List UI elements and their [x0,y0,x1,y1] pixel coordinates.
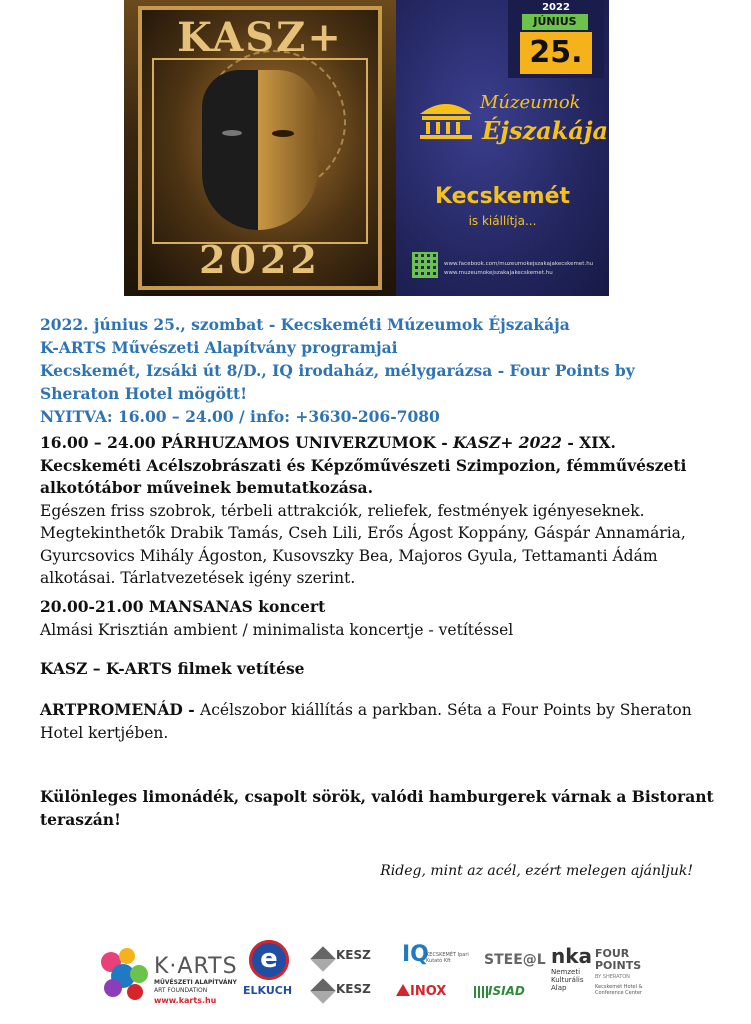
motto: Rideg, mint az acél, ezért melegen ajánljuk! [380,863,693,879]
qr-code-icon [412,252,438,278]
karts-subtitle: MŰVÉSZETI ALAPÍTVÁNY [154,979,237,986]
date-day: 25. [520,32,592,74]
date-badge [508,0,604,78]
museum-night-title-line2: Éjszakája [482,116,609,145]
program-title: 16.00 – 24.00 PÁRHUZAMOS UNIVERZUMOK - KASZ+ 2022 - XIX. Kecskeméti Acélszobrászati és Képzőművészeti Szimpozion, fémművészeti alkotótábor műveinek bemutatkozása. [40,433,687,497]
isiad-stripes-icon [474,986,488,998]
event-poster [124,0,609,296]
museum-building-icon [416,96,476,140]
isiad-logo: ISIAD [488,984,525,998]
right-eye [272,130,294,137]
museum-night-title-line1: Múzeumok [480,92,581,113]
address-line-2: Sheraton Hotel mögött! [40,384,248,403]
museum-night-panel [396,0,609,296]
karts-logo-icon [97,944,152,1004]
nka-subtitle: Nemzeti Kulturális Alap [551,968,584,992]
kesz-logo-2: KESZ [336,982,371,996]
city-subtitle: is kiállítja... [468,214,537,228]
nka-logo: nka [551,944,593,968]
gold-frame [138,6,382,290]
program-film-screening [40,658,720,681]
iq-logo: IQ [402,942,429,967]
inox-triangle-icon [396,984,410,996]
program-title: KASZ – K-ARTS filmek vetítése [40,659,305,678]
organizer-line: K-ARTS Művészeti Alapítvány programjai [40,338,398,357]
program-mansanas-concert [40,596,720,641]
kesz-cube-icon [314,950,332,968]
facebook-url: www.facebook.com/muzeumokejszakajakecskemet.hu [444,261,594,267]
left-eye [222,130,242,136]
program-description: Almási Krisztián ambient / minimalista koncertje - vetítéssel [40,620,514,639]
karts-name: K·ARTS [154,954,238,979]
four-points-by: BY SHERATON [595,974,630,980]
kasz-logo-title: KASZ+ [177,14,343,61]
website-url: www.muzeumokejszakajakecskemet.hu [444,270,553,276]
kesz-cube-icon-2 [314,982,332,1000]
opening-hours-line: NYITVA: 16.00 – 24.00 / info: +3630-206-7080 [40,407,440,426]
program-artpromenade [40,699,720,744]
four-points-logo: FOUR POINTS [595,947,642,972]
food-drinks-note: Különleges limonádék, csapolt sörök, valódi hamburgerek várnak a Bistorant teraszán! [40,787,714,829]
steeol-logo: STEE@L [484,952,546,968]
karts-url: www.karts.hu [154,996,217,1005]
four-points-subtitle: Kecskemét Hotel & Conference Center [595,984,643,996]
program-text: ARTPROMENÁD - Acélszobor kiállítás a parkban. Séta a Four Points by Sheraton Hotel kertjében. [40,700,692,742]
program-description: Egészen friss szobrok, térbeli attrakciók, reliefek, festmények igényeseknek. Megtekinthetők Drabik Tamás, Cseh Lili, Erős Ágost Koppány, Gáspár Annamária, Gyurcsovics Mihály Ágoston, Kusovszky Bea, Majoros Gyula, Tettamanti Ádám alkotásai. Tárlatvezetések igény szerint. [40,501,686,587]
program-parallel-universes [40,432,720,590]
event-header [40,313,720,428]
poster-urls [444,260,593,278]
kasz-poster-panel [124,0,396,296]
kasz-year: 2022 [199,237,321,282]
karts-subtitle-en: ART FOUNDATION [154,987,208,994]
elkuch-name: ELKUCH [243,984,293,997]
kesz-logo: KESZ [336,948,371,962]
iq-subtitle: KECSKEMÉT Ipari Kutató Kft [426,952,469,964]
city-name: Kecskemét [434,184,571,209]
inox-logo: INOX [410,984,447,999]
address-line: Kecskemét, Izsáki út 8/D., IQ irodaház, mélygarázsa - Four Points by [40,361,635,380]
event-date-line: 2022. június 25., szombat - Kecskeméti Múzeumok Éjszakája [40,315,570,334]
date-year: 2022 [542,2,570,13]
sponsor-logos [0,938,751,1018]
program-title: 20.00-21.00 MANSANAS koncert [40,597,326,616]
elkuch-logo-icon: e [249,940,289,980]
date-month: JÚNIUS [522,14,588,30]
